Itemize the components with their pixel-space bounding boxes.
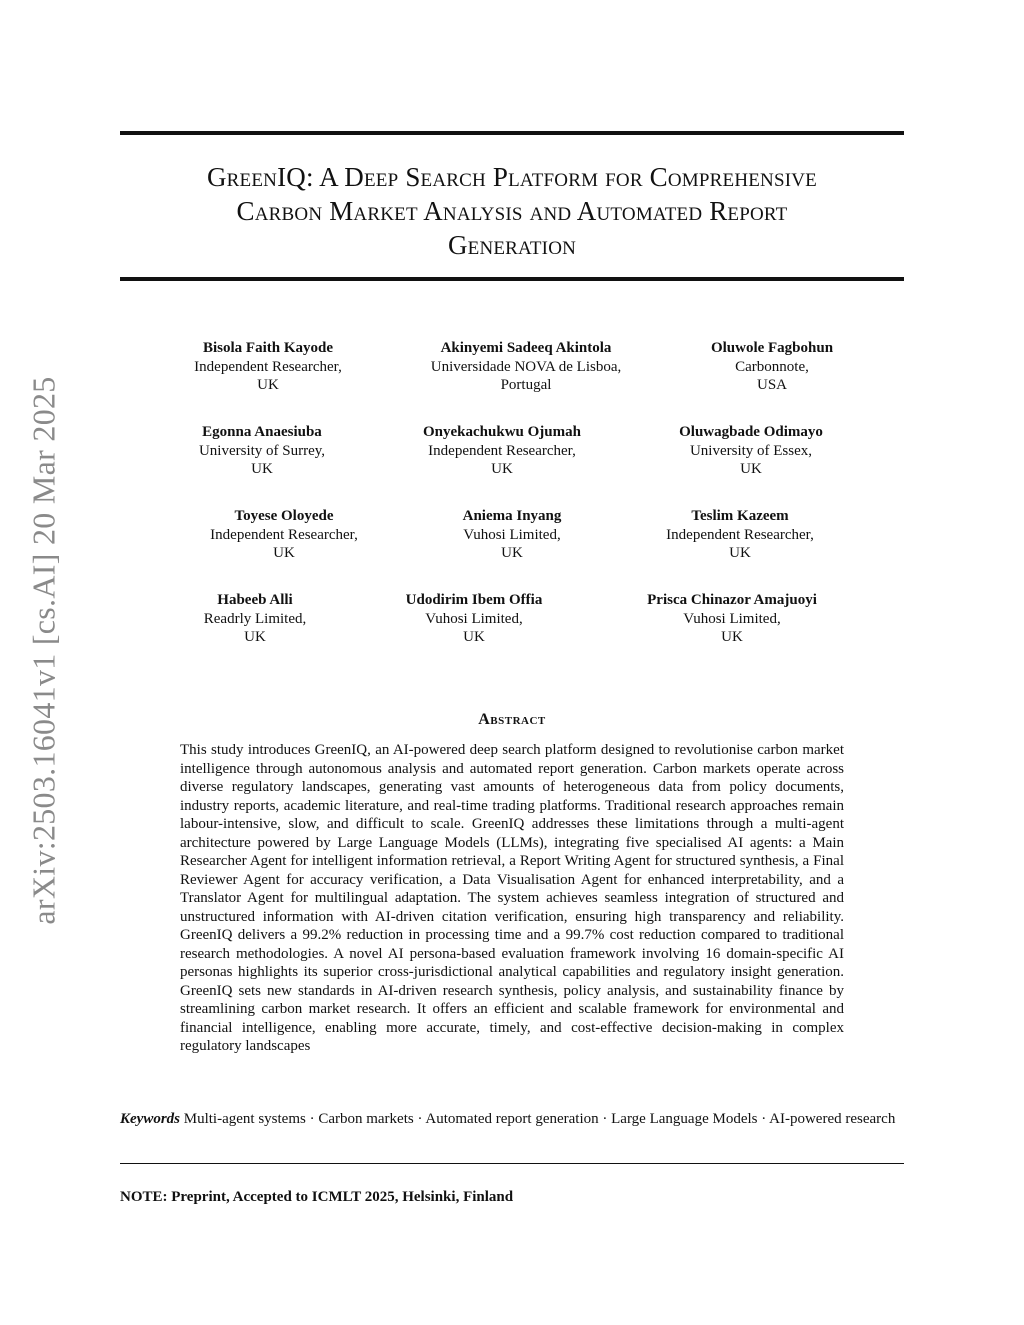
abstract-text: This study introduces GreenIQ, an AI-powered deep search platform designed to revolutionise carbon market intelligence through autonomous analysis and automated report generation. Carbon markets operate across diverse regulatory landscapes, generating vast amounts of heterogeneous data from policy documents, industry reports, academic literature, and real-time trading platforms. Traditional research approaches remain labour-intensive, slow, and difficult to scale. GreenIQ addresses these limitations through a multi-agent architecture powered by Large Language Models (LLMs), integrating five specialised AI agents: a Main Researcher Agent for intelligent information retrieval, a Report Writing Agent for structured synthesis, a Final Reviewer Agent for accuracy verification, a Data Visualisation Agent for enhanced interpretability, and a Translator Agent for multilingual adaptation. The system achieves seamless integration of structured and unstructured information with AI-driven citation verification, ensuring high transparency and reliability. GreenIQ delivers a 99.2% reduction in processing time and a 99.7% cost reduction compared to traditional research methodologies. A novel AI persona-based evaluation framework involving 16 domain-specific AI personas highlights its superior cross-jurisdictional analytical capabilities and regulatory insight generation. GreenIQ sets new standards in AI-driven research synthesis, policy analysis, and sustainability finance by streamlining carbon market research. It offers an efficient and scalable framework for environmental and financial intelligence, enabling more accurate, timely, and cost-effective decision-making in complex regulatory landscapes — [180, 742, 844, 1054]
author-affiliation: Vuhosi Limited, — [463, 526, 561, 543]
keywords-text: Multi-agent systems · Carbon markets · Automated report generation · Large Language Models · AI-powered research — [183, 1111, 896, 1127]
author-affiliation: Universidade NOVA de Lisboa, — [430, 358, 622, 375]
author-country: UK — [273, 545, 295, 561]
author-name: Akinyemi Sadeeq Akintola — [440, 340, 612, 356]
author-name: Prisca Chinazor Amajuoyi — [647, 592, 817, 608]
keywords-label: Keywords — [120, 1111, 180, 1127]
author-affiliation: Independent Researcher, — [210, 526, 358, 543]
author-affiliation: Vuhosi Limited, — [425, 610, 523, 627]
author-affiliation: Independent Researcher, — [194, 358, 342, 375]
author-block — [128, 339, 408, 395]
author-name: Oluwagbade Odimayo — [679, 424, 823, 440]
author-affiliation: Independent Researcher, — [666, 526, 814, 543]
paper-title — [120, 160, 904, 262]
keywords-line — [120, 1110, 904, 1129]
preprint-note: NOTE: Preprint, Accepted to ICMLT 2025, Helsinki, Finland — [120, 1189, 514, 1205]
author-name: Aniema Inyang — [462, 508, 562, 524]
author-block — [632, 339, 912, 395]
abstract-heading: Abstract — [478, 711, 546, 728]
author-block — [334, 591, 614, 647]
author-affiliation: University of Essex, — [689, 442, 813, 459]
author-name: Toyese Oloyede — [234, 508, 334, 524]
title-top-rule — [120, 131, 904, 135]
author-block — [386, 339, 666, 395]
title-line-2: Carbon Market Analysis and Automated Report — [236, 196, 788, 226]
author-name: Udodirim Ibem Offia — [405, 592, 543, 608]
author-block — [611, 423, 891, 479]
author-name: Onyekachukwu Ojumah — [423, 424, 581, 440]
arxiv-identifier-text: arXiv:2503.16041v1 [cs.AI] 20 Mar 2025 — [25, 375, 62, 925]
author-country: UK — [244, 629, 266, 645]
author-affiliation: Vuhosi Limited, — [683, 610, 781, 627]
author-affiliation: Readrly Limited, — [203, 610, 307, 627]
author-name: Teslim Kazeem — [691, 508, 789, 524]
author-country: USA — [756, 377, 787, 393]
author-country: UK — [257, 377, 279, 393]
author-country: UK — [501, 545, 523, 561]
author-block — [122, 423, 402, 479]
author-affiliation: Independent Researcher, — [428, 442, 576, 459]
author-country: UK — [721, 629, 743, 645]
keywords-divider — [120, 1163, 904, 1164]
author-affiliation: University of Surrey, — [198, 442, 326, 459]
author-country: UK — [463, 629, 485, 645]
title-bottom-rule — [120, 277, 904, 281]
author-country: UK — [740, 461, 762, 477]
title-line-1: GreenIQ: A Deep Search Platform for Comprehensive — [206, 162, 817, 192]
author-block — [592, 591, 872, 647]
author-country: Portugal — [500, 377, 552, 393]
author-country: UK — [251, 461, 273, 477]
author-block — [362, 423, 642, 479]
author-name: Bisola Faith Kayode — [202, 340, 333, 356]
author-name: Egonna Anaesiuba — [202, 424, 322, 440]
author-block — [600, 507, 880, 563]
arxiv-identifier-stamp — [22, 360, 66, 940]
author-name: Habeeb Alli — [217, 592, 293, 608]
author-name: Oluwole Fagbohun — [710, 340, 834, 356]
author-country: UK — [729, 545, 751, 561]
title-line-3: Generation — [447, 230, 577, 260]
author-affiliation: Carbonnote, — [735, 358, 809, 375]
author-country: UK — [491, 461, 513, 477]
